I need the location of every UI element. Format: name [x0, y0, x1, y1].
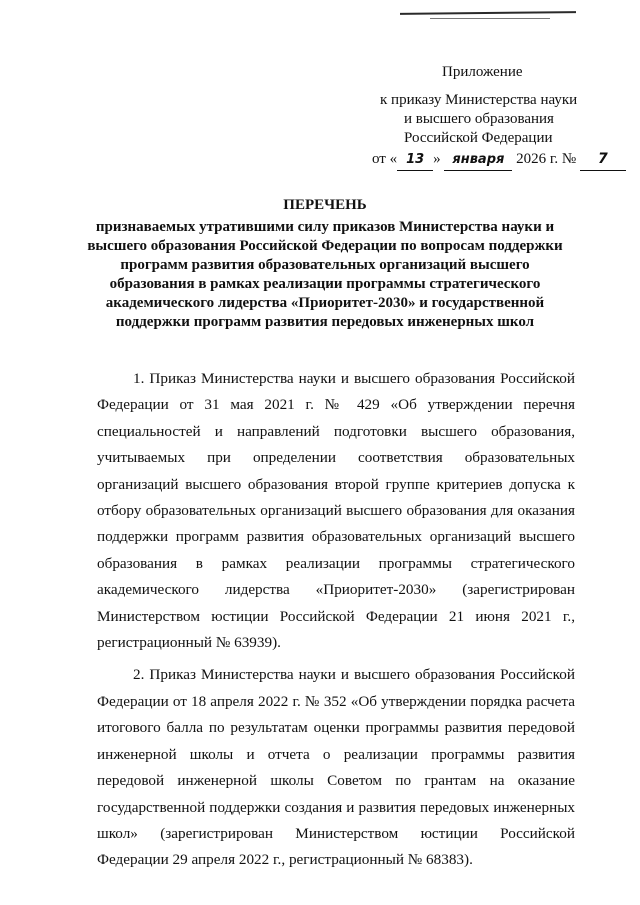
date-prefix: от « — [372, 151, 398, 167]
order-date-line — [372, 149, 626, 171]
handwritten-day: 13 — [397, 149, 433, 171]
scan-artifact-line — [400, 11, 576, 15]
scan-artifact-line — [430, 18, 550, 19]
list-item: 1. Приказ Министерства науки и высшего образования Российской Федерации от 31 мая 2021 г. № 429 «Об утверждении перечня специальностей и направлений подготовки высшего образования, учитываемых при определении соответствия образовательных организаций высшего образования второй группе критериев допуска к отбору образовательных организаций высшего образования для оказания поддержки программ развития образовательных организаций высшего образования в рамках реализации программы стратегического академического лидерства «Приоритет-2030» (зарегистрирован Министерством юстиции Российской Федерации 21 июня 2021 г., регистрационный № 63939). — [97, 370, 575, 652]
document-heading — [80, 196, 570, 332]
handwritten-order-number: 7 — [580, 149, 626, 171]
date-mid: » — [433, 151, 445, 167]
heading-subtitle: признаваемых утратившими силу приказов Министерства науки и высшего образования Российской Федерации по вопросам поддержки программ развития образовательных организаций высшего образования в рамках реализации программы стратегического академического лидерства «Приоритет-2030» и государственной поддержки программ развития передовых инженерных школ — [87, 219, 563, 330]
list-item: 2. Приказ Министерства науки и высшего образования Российской Федерации от 18 апреля 2022 г. № 352 «Об утверждении порядка расчета итогового балла по результатам оценки программы развития передовой инженерной школы и отчета о реализации программы развития передовой инженерной школы Советом по грантам на оказание государственной поддержки создания и развития передовых инженерных школ» (зарегистрирован Министерством юстиции Российской Федерации 29 апреля 2022 г., регистрационный № 68383). — [97, 666, 575, 869]
year-text: 2026 г. № — [512, 151, 580, 167]
heading-caption: ПЕРЕЧЕНЬ — [283, 197, 367, 213]
appendix-title: Приложение — [442, 64, 523, 80]
appendix-line: к приказу Министерства науки — [380, 92, 578, 108]
document-body — [97, 366, 575, 874]
handwritten-month: января — [444, 149, 512, 171]
appendix-line: Российской Федерации — [404, 130, 553, 146]
appendix-line: и высшего образования — [404, 111, 554, 127]
